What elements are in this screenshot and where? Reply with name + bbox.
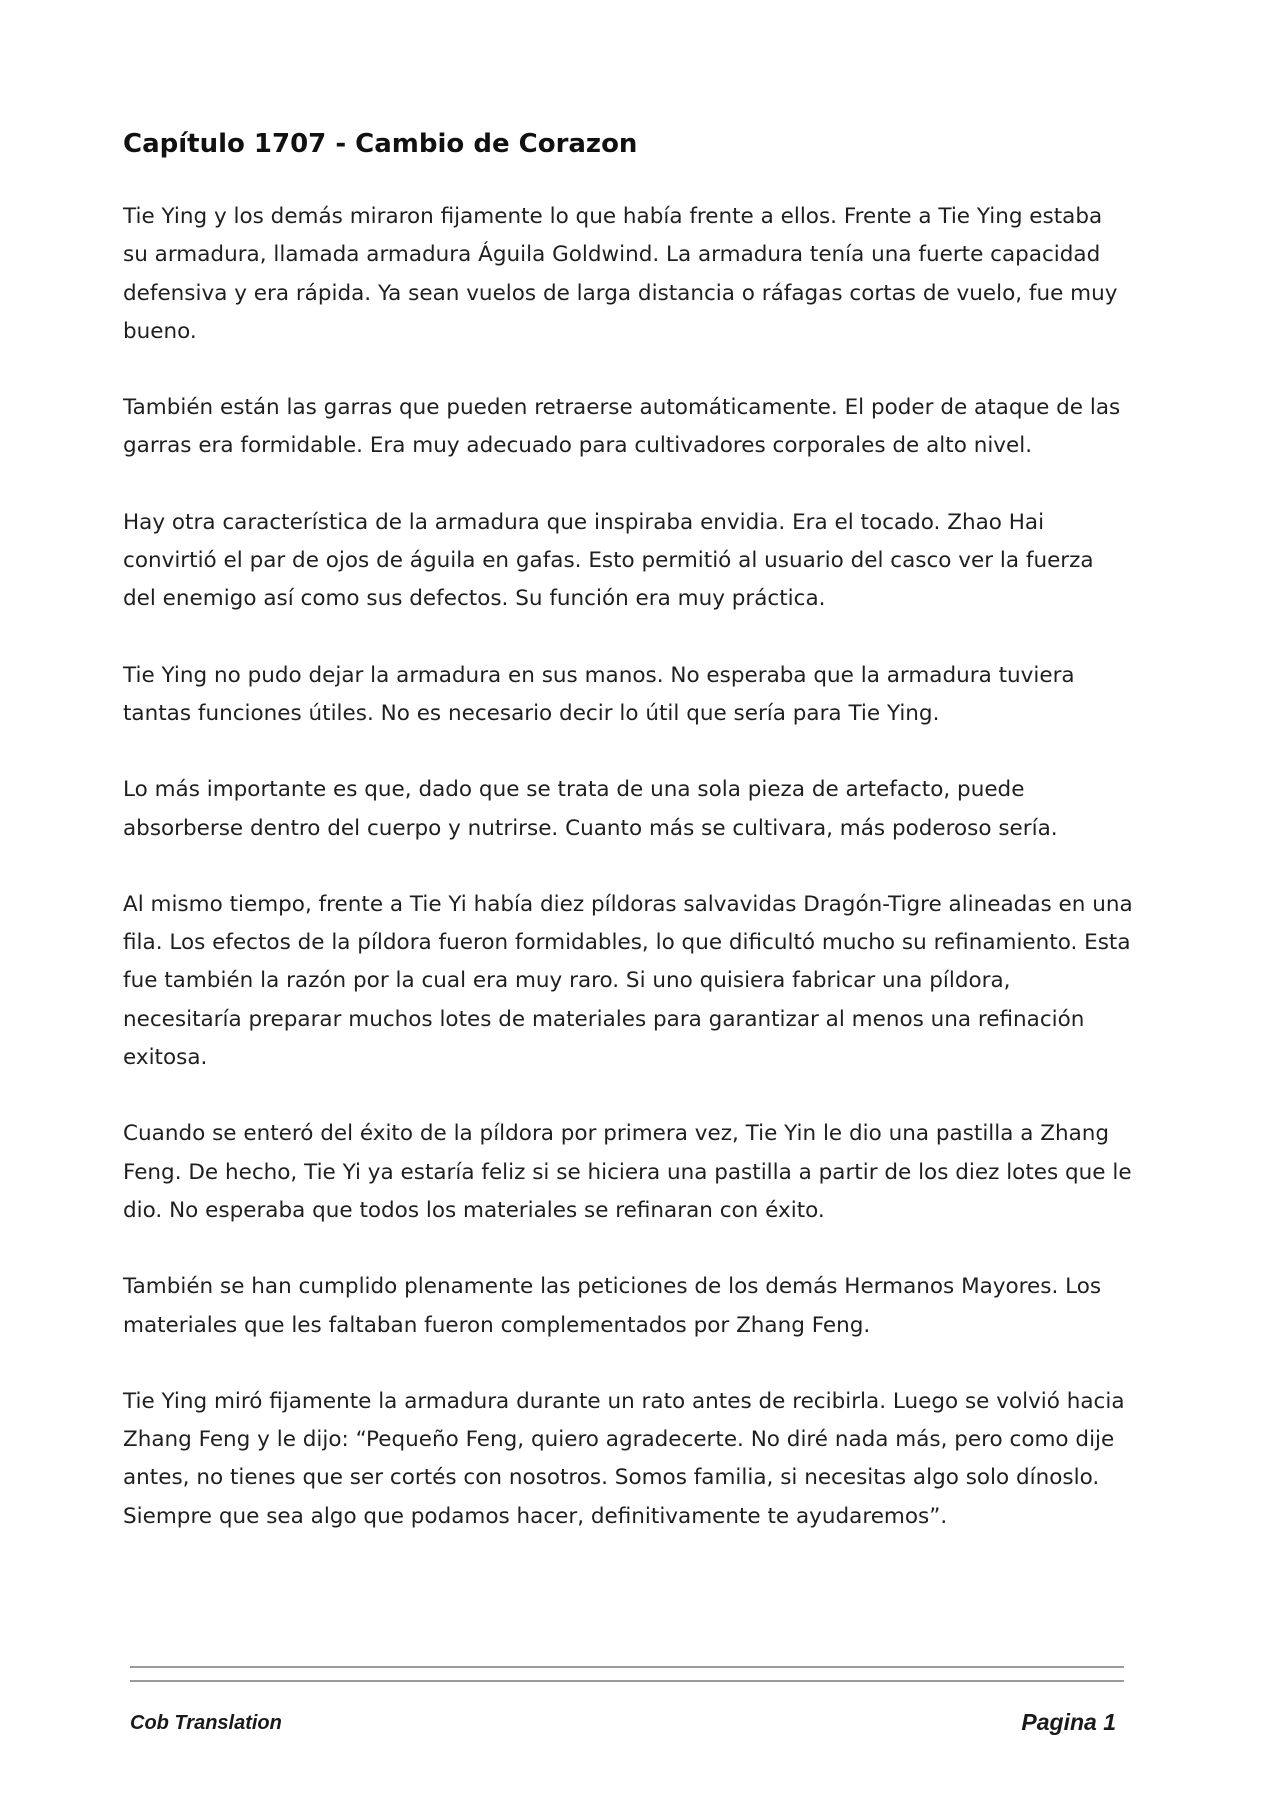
paragraph: Tie Ying miró fijamente la armadura durante un rato antes de recibirla. Luego se volvió hacia Zhang Feng y le dijo: “Pequeño Feng, quiero agradecerte. No diré nada más, pero como dije antes, no tienes que ser cortés con nosotros. Somos familia, si necesitas algo solo dínoslo. Siempre que sea algo que podamos hacer, definitivamente te ayudaremos”.: [123, 1388, 1125, 1529]
paragraph: Cuando se enteró del éxito de la píldora por primera vez, Tie Yin le dio una pastilla a Zhang Feng. De hecho, Tie Yi ya estaría feliz si se hiciera una pastilla a partir de los diez lotes que le dio. No esperaba que todos los materiales se refinaran con éxito.: [123, 1121, 1132, 1223]
chapter-title: Capítulo 1707 - Cambio de Corazon: [123, 129, 638, 159]
paragraph: Lo más importante es que, dado que se trata de una sola pieza de artefacto, puede absorberse dentro del cuerpo y nutrirse. Cuanto más se cultivara, más poderoso sería.: [123, 777, 1058, 841]
paragraph: Tie Ying y los demás miraron fijamente lo que había frente a ellos. Frente a Tie Ying estaba su armadura, llamada armadura Águila Goldwind. La armadura tenía una fuerte capacidad defensiva y era rápida. Ya sean vuelos de larga distancia o ráfagas cortas de vuelo, fue muy bueno.: [123, 204, 1118, 344]
paragraph: Tie Ying no pudo dejar la armadura en sus manos. No esperaba que la armadura tuviera tantas funciones útiles. No es necesario decir lo útil que sería para Tie Ying.: [123, 662, 1075, 726]
paragraph: Hay otra característica de la armadura que inspiraba envidia. Era el tocado. Zhao Hai convirtió el par de ojos de águila en gafas. Esto permitió al usuario del casco ver la fuerza del enemigo así como sus defectos. Su función era muy práctica.: [123, 509, 1094, 612]
footer-divider-top: [130, 1666, 1124, 1668]
footer-translator-credit: Cob Translation: [130, 1712, 282, 1734]
document-body: [123, 124, 1133, 1574]
footer-page-number: Pagina 1: [1021, 1709, 1116, 1735]
paragraph: También están las garras que pueden retraerse automáticamente. El poder de ataque de las garras era formidable. Era muy adecuado para cultivadores corporales de alto nivel.: [123, 395, 1121, 459]
paragraph: Al mismo tiempo, frente a Tie Yi había diez píldoras salvavidas Dragón-Tigre alineadas en una fila. Los efectos de la píldora fueron formidables, lo que dificultó mucho su refinamiento. Esta fue también la razón por la cual era muy raro. Si uno quisiera fabricar una píldora, necesitaría preparar muchos lotes de materiales para garantizar al menos una refinación exitosa.: [123, 891, 1133, 1071]
paragraph: También se han cumplido plenamente las peticiones de los demás Hermanos Mayores. Los materiales que les faltaban fueron complementados por Zhang Feng.: [123, 1274, 1102, 1338]
footer-divider-bottom: [130, 1680, 1124, 1682]
